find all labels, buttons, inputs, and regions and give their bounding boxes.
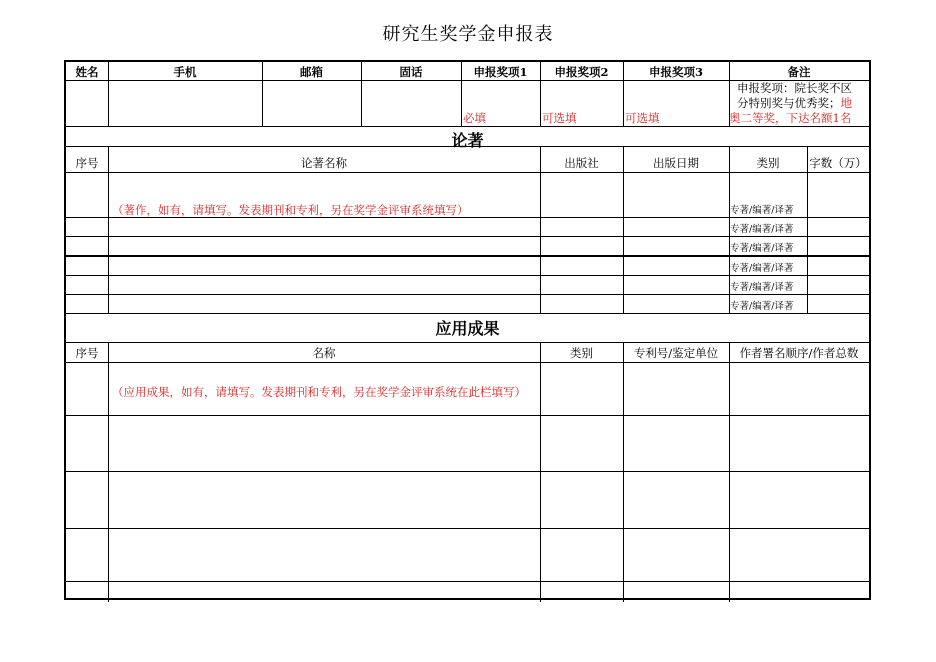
works-hint[interactable]: （著作，如有，请填写。发表期刊和专利，另在奖学金评审系统填写） (112, 203, 469, 217)
results-header-category: 类别 (570, 346, 593, 360)
header-award-1: 申报奖项1 (473, 65, 528, 79)
remark-line-1: 申报奖项：院长奖不区 (737, 81, 852, 95)
results-header-author-order: 作者署名顺序/作者总数 (739, 346, 859, 360)
works-section-title: 论著 (451, 131, 484, 150)
works-header-publisher: 出版社 (564, 156, 599, 170)
page-title: 研究生奖学金申报表 (382, 24, 554, 45)
header-landline: 固话 (399, 65, 423, 79)
works-category-6[interactable]: 专著/编著/译著 (730, 301, 794, 312)
mobile-field[interactable] (109, 81, 262, 126)
results-header-name: 名称 (312, 346, 336, 360)
award-2-field[interactable]: 可选填 (542, 111, 577, 125)
header-name: 姓名 (75, 65, 99, 79)
results-header-index: 序号 (75, 346, 99, 360)
works-category-4[interactable]: 专著/编著/译著 (730, 263, 794, 274)
remark-line-3: 奥二等奖，下达名额1名 (729, 111, 852, 125)
header-remark: 备注 (787, 65, 811, 79)
award-1-field[interactable]: 必填 (463, 111, 486, 125)
email-field[interactable] (263, 81, 361, 126)
works-header-category: 类别 (756, 156, 780, 170)
header-email: 邮箱 (300, 65, 323, 79)
landline-field[interactable] (362, 81, 461, 126)
works-header-date: 出版日期 (653, 156, 699, 170)
works-category-3[interactable]: 专著/编著/译著 (730, 243, 794, 254)
header-award-3: 申报奖项3 (648, 65, 703, 79)
results-section-title: 应用成果 (435, 319, 500, 338)
works-category-1[interactable]: 专著/编著/译著 (730, 205, 794, 216)
works-category-5[interactable]: 专著/编著/译著 (730, 282, 794, 293)
application-form (64, 60, 871, 600)
results-hint[interactable]: （应用成果，如有，请填写。发表期刊和专利，另在奖学金评审系统在此栏填写） (112, 385, 526, 399)
remark-line-2: 分特别奖与优秀奖；地 (737, 96, 852, 110)
header-mobile: 手机 (173, 65, 197, 79)
works-header-name: 论著名称 (301, 156, 347, 170)
name-field[interactable] (66, 81, 108, 126)
award-3-field[interactable]: 可选填 (625, 111, 660, 125)
header-award-2: 申报奖项2 (554, 65, 609, 79)
works-header-wordcount: 字数（万） (809, 156, 867, 170)
works-category-2[interactable]: 专著/编著/译著 (730, 224, 794, 235)
works-header-index: 序号 (75, 156, 99, 170)
results-header-patent: 专利号/鉴定单位 (633, 346, 719, 360)
